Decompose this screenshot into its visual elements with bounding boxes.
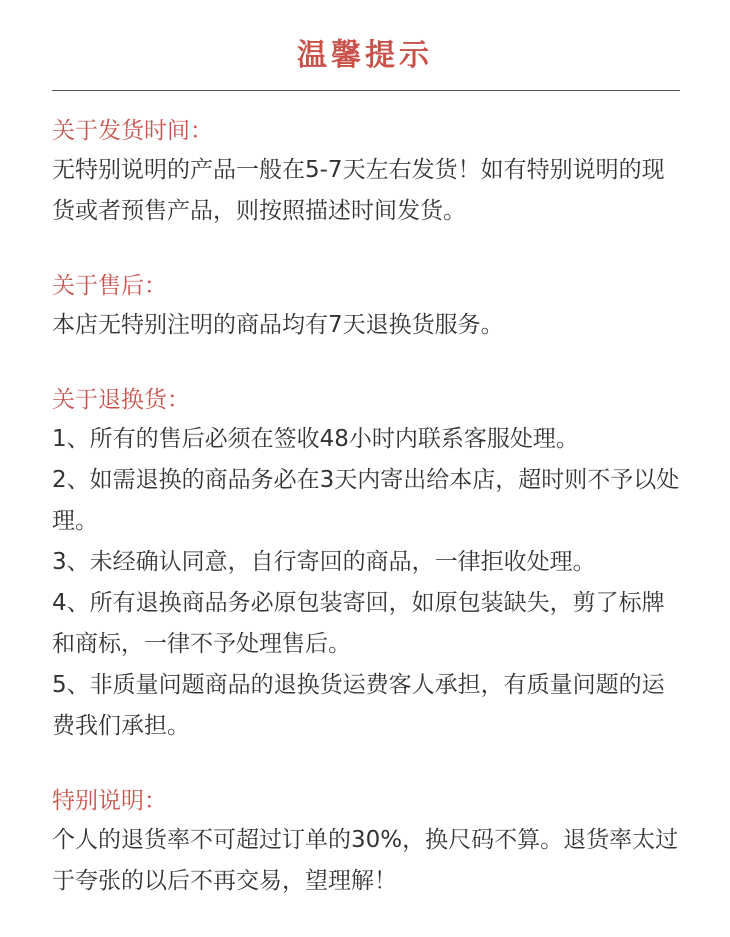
list-item: 5、非质量问题商品的退换货运费客人承担，有质量问题的运费我们承担。 — [52, 672, 665, 739]
list-item: 1、所有的售后必须在签收48小时内联系客服处理。 — [52, 426, 579, 452]
section-heading: 关于发货时间： — [52, 118, 213, 144]
title-divider — [52, 90, 680, 91]
section-shipping-time — [52, 112, 682, 232]
section-returns — [52, 381, 682, 747]
section-after-sales — [52, 267, 682, 346]
section-heading: 特别说明： — [52, 788, 167, 814]
section-special-note — [52, 782, 682, 902]
section-paragraph: 无特别说明的产品一般在5-7天左右发货！如有特别说明的现货或者预售产品，则按照描述时间发货。 — [52, 157, 665, 224]
list-item: 3、未经确认同意，自行寄回的商品，一律拒收处理。 — [52, 549, 596, 575]
notice-content — [52, 112, 682, 937]
section-paragraph: 本店无特别注明的商品均有7天退换货服务。 — [52, 312, 504, 338]
section-heading: 关于售后： — [52, 273, 167, 299]
list-item: 4、所有退换商品务必原包装寄回，如原包装缺失，剪了标牌和商标，一律不予处理售后。 — [52, 590, 665, 657]
section-paragraph: 个人的退货率不可超过订单的30%，换尺码不算。退货率太过于夸张的以后不再交易，望理解！ — [52, 827, 679, 894]
section-heading: 关于退换货： — [52, 387, 190, 413]
list-item: 2、如需退换的商品务必在3天内寄出给本店，超时则不予以处理。 — [52, 467, 680, 534]
page-title: 温馨提示 — [297, 38, 433, 73]
